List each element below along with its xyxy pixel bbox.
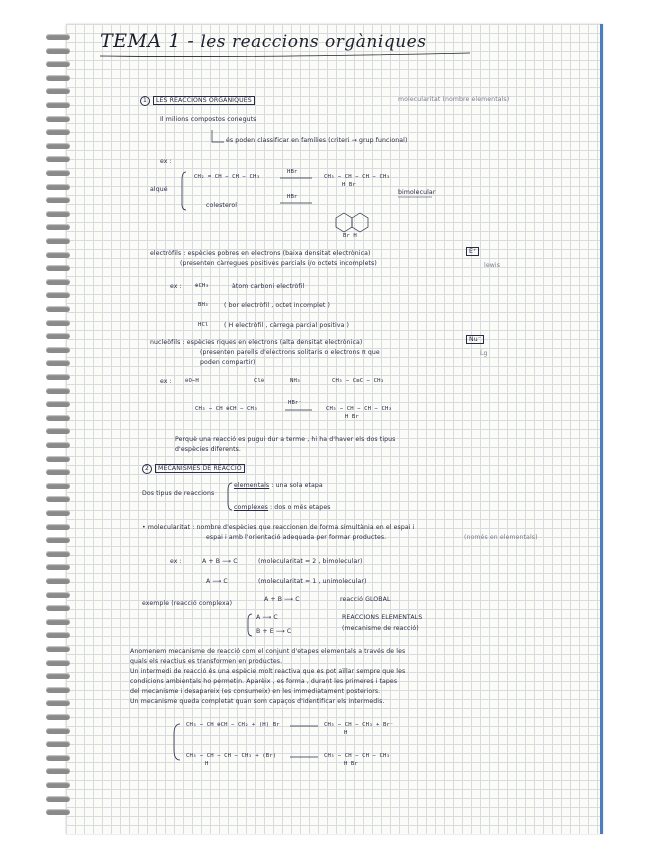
- step-1: A ⟶ C: [256, 614, 278, 621]
- page-subtitle: les reaccions orgàniques: [200, 32, 427, 52]
- n1: ⊖O−H: [185, 378, 199, 384]
- elementals-word: elementals: [234, 482, 270, 489]
- alque-label: alqué: [150, 186, 168, 193]
- electrophile-def: electròfils : espècies pobres en electrons (baixa densitat electrònica): [150, 250, 371, 257]
- steps-bracket: [248, 614, 252, 636]
- para-3: Un intermedi de reacció és una espècie molt reactiva que es pot aïllar sempre que les: [130, 668, 406, 675]
- n3: NH₃: [290, 378, 301, 384]
- ring-1: [336, 213, 352, 232]
- electrophile-def-2: (presenten càrregues positives parcials i/o octets incomplets): [180, 260, 377, 267]
- classify-arrow: [212, 130, 224, 142]
- m1-eq: A + B ⟶ C: [202, 558, 238, 565]
- complexes-desc: : dos o més etapes: [270, 504, 331, 511]
- m2-eq: A ⟶ C: [206, 578, 228, 585]
- global-eq: A + B ⟶ C: [264, 596, 300, 603]
- ring-substituents: Br H: [343, 233, 357, 239]
- page-title: TEMA 1 - les reaccions orgàniques: [100, 30, 427, 52]
- tipus-label: Dos tipus de reaccions: [142, 490, 215, 497]
- eq1-sub: H Br: [342, 182, 356, 188]
- molecularity-def: • molecularitat : nombre d'espècies que reaccionen de forma simultània en el espai i: [142, 524, 415, 531]
- bimolecular-label: bimolecular: [398, 189, 436, 196]
- para-5: del mecanisme i desapareix (es consumeix) en les immediatament posteriors.: [130, 688, 381, 695]
- nucleophile-def: nucleòfils : espècies riques en electrons (alta densitat electrònica): [150, 339, 363, 346]
- eq1-left: CH₂ = CH − CH − CH₃: [194, 174, 260, 180]
- electrophile-side: lewis: [484, 262, 501, 269]
- e2-formula: BH₃: [198, 302, 209, 308]
- nucleophile-def-2: (presenten parells d'electrons solitaris o electrons π que: [200, 349, 380, 356]
- nucleophile-side: Ĺg: [480, 350, 488, 357]
- section-2-number: 2: [142, 464, 152, 474]
- section-2-heading: [142, 464, 245, 474]
- eq1-right: CH₃ − CH − CH − CH₃: [324, 174, 390, 180]
- mech-2-sub: H: [205, 761, 209, 767]
- title-underline: [100, 53, 470, 57]
- n4: CH₃ − C≡C − CH₃: [332, 378, 385, 384]
- molecularity-side: (només en elementals): [464, 534, 538, 541]
- molecularity-def-2: espai i amb l'orientació adequada per formar productes.: [206, 534, 387, 541]
- steps-desc-1: REACCIONS ELEMENTALS: [342, 614, 423, 621]
- step-2: B + E ⟶ C: [256, 628, 292, 635]
- complexes-row: [234, 504, 331, 511]
- m1-desc: (molecularitat = 2 , bimolecular): [258, 558, 363, 565]
- s1-line2: és poden classificar en famílies (criteri → grup funcional): [226, 137, 408, 144]
- s3-ex: ex :: [160, 378, 172, 385]
- complexes-word: complexes: [234, 504, 268, 511]
- s2-ex: ex :: [170, 283, 182, 290]
- mech-2-right-sub: H Br: [344, 761, 358, 767]
- eq2-reagent: HBr: [287, 194, 298, 200]
- mech-1-left: CH₃ − CH ⊕CH − CH₂ + (H) Br: [186, 722, 280, 728]
- ring-2: [352, 213, 368, 232]
- nucleophile-def-3: poden compartir): [200, 359, 256, 366]
- e3-formula: HCl: [198, 322, 209, 328]
- m2-desc: (molecularitat = 1 , unimolecular): [258, 578, 367, 585]
- e2-desc: ( bor electròfil , octet incomplet ): [224, 302, 331, 309]
- e1-formula: ⊕CH₃: [195, 283, 209, 289]
- e3-desc: ( H electròfil , càrrega parcial positiva ): [224, 322, 350, 329]
- mech-bracket: [174, 724, 180, 760]
- s1-line1: Il milions compostos coneguts: [160, 116, 257, 123]
- section-1-title: LES REACCIONS ORGÀNIQUES: [153, 96, 255, 105]
- para-6: Un mecanisme queda completat quan som capaços d'identificar els intermedis.: [130, 698, 385, 705]
- s4-ex: ex :: [170, 558, 182, 565]
- para-1: Anomenem mecanisme de reacció com el conjunt d'etapes elementals a través de les: [130, 648, 406, 655]
- nuc-rxn-sub: H Br: [345, 414, 359, 420]
- nuc-rxn-left: CH₃ − CH ⊕CH − CH₃: [195, 406, 258, 412]
- mech-2-right: CH₃ − CH − CH − CH₃: [324, 753, 390, 759]
- section-1-heading: [140, 96, 255, 106]
- s1-ex: ex :: [160, 158, 172, 165]
- nucleophile-box: Nu⁻: [466, 336, 484, 343]
- elementals-desc: : una sola etapa: [271, 482, 323, 489]
- global-desc: reacció GLOBAL: [340, 596, 391, 603]
- molecularity-note: molecularitat (nombre elementals): [398, 96, 510, 103]
- mech-1-right: CH₃ − CH − CH₃ + Br⁻: [324, 722, 394, 728]
- tipus-bracket: [228, 483, 232, 510]
- note-line-2: d'espècies diferents.: [175, 446, 241, 453]
- exemple-label: exemple (reacció complexa): [142, 600, 233, 607]
- e1-desc: àtom carboni electròfil: [232, 283, 305, 290]
- steps-desc-2: (mecanisme de reacció): [342, 625, 419, 632]
- eq1-reagent: HBr: [287, 169, 298, 175]
- para-2: quals els reactius es transformen en productes.: [130, 658, 283, 665]
- elementals-row: [234, 482, 323, 489]
- para-4: condicions ambientals ho permetin. Aparèix , es forma , durant les primeres i tapes: [130, 678, 398, 685]
- n2: Cl⊖: [254, 378, 265, 384]
- section-2-title: MECANISMES DE REACCIÓ: [155, 464, 245, 473]
- electrophile-box: E⁺: [466, 248, 479, 255]
- mech-2-left: CH₃ − CH − CH − CH₃ + (Br): [186, 753, 277, 759]
- mech-1-sub: H: [344, 730, 348, 736]
- alque-bracket: [182, 172, 186, 210]
- eq2-left: colesterol: [206, 202, 238, 209]
- note-line-1: Perquè una reacció es pugui dur a terme , hi ha d'haver els dos tipus: [175, 436, 396, 443]
- nuc-rxn-right: CH₃ − CH − CH − CH₃: [326, 406, 392, 412]
- section-1-number: 1: [140, 96, 150, 106]
- nuc-rxn-reagent: HBr⁻: [288, 400, 302, 406]
